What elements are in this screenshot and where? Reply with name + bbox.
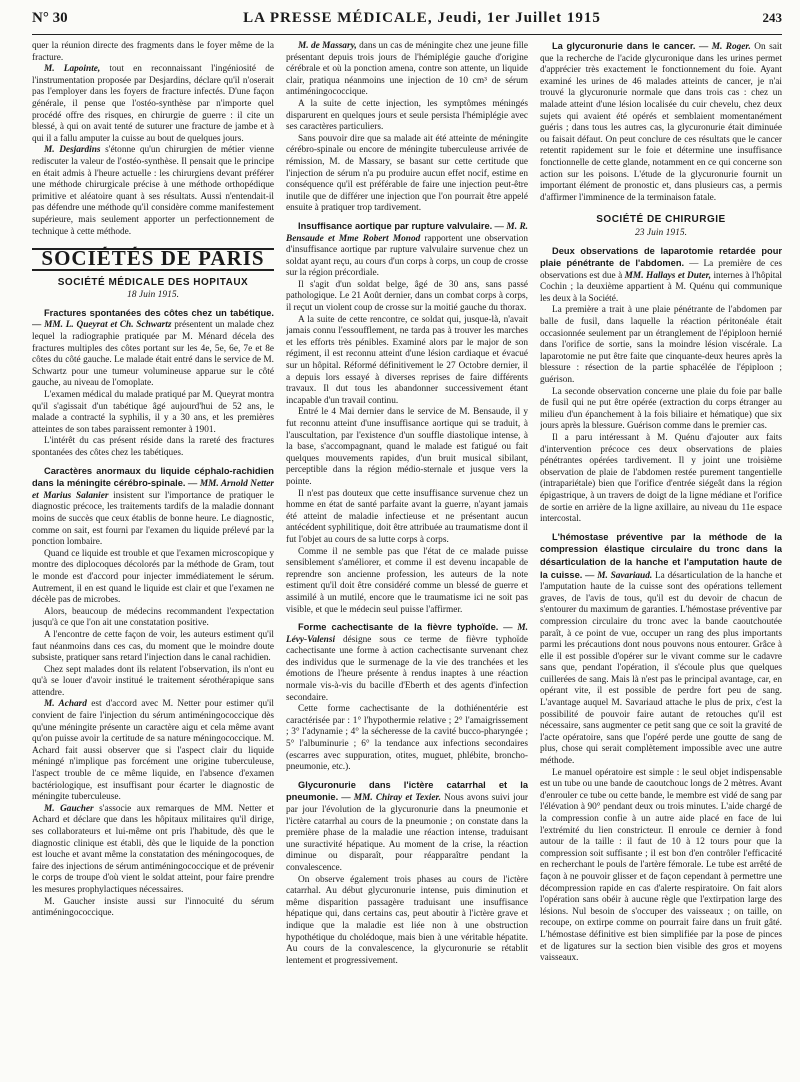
session-date: 23 Juin 1915. bbox=[635, 227, 687, 238]
paragraph: Comme il ne semble pas que l'état de ce malade puisse sensiblement s'améliorer, et comme il est devenu incapable de reprendre son ancienne profession, les auteurs de la note estiment qu'il doit être considéré comme un blessé de guerre et assimilé à un mutilé, encore que le traumatisme ici ne soit pas visible, et que le médecin seul puisse l'affirmer. bbox=[286, 546, 528, 615]
society-title: SOCIÉTÉ MÉDICALE DES HOPITAUX bbox=[57, 276, 249, 288]
paragraph bbox=[32, 145, 274, 238]
paragraph: On observe également trois phases au cours de l'ictère catarrhal. Au début glycuronurie intense, puis diminution et même disparition passagère traduisant une insuffisance hépatique qui, dans certains cas, peut aboutir à l'ictère grave et indique que la maladie est liée non à une obstruction hypothétique du cholédoque, mais bien à une véritable hépatite. Au cours de la convalescence, la glycuronurie se rétablit lentement et progressivement. bbox=[286, 874, 528, 966]
paragraph: Alors, beaucoup de médecins recommandent l'expectation jusqu'à ce que l'on ait une constatation positive. bbox=[32, 606, 274, 629]
author: M. de Massary, bbox=[298, 41, 357, 51]
paragraph: Quand ce liquide est trouble et que l'examen microscopique y montre des diplocoques décolorés par la méthode de Gram, tout le monde est d'accord pour injecter immédiatement le sérum. Autrement, il en est quand le liquide est clair et que l'examen ne décèle pas de microbes. bbox=[32, 548, 274, 606]
paragraph-text: On sait que la recherche de l'acide glycuronique dans les urines permet d'apprécier très exactement le fonctionnement du foie. Ayant examiné les urines de 46 malades atteints de cancer, je n'ai trouvé la glycuronurie normale que dans trois cas : chez un malade atteint d'une lésion localisée du cuir chevelu, chez deux sujets qui avaient été opérés et semblaient momentanément guéris ; dans tous les autres cas, la glycuronurie était diminuée ou faisait défaut. On peut conclure de ces résultats que le cancer retentit rapidement sur le foie et détermine une insuffisance fonctionnelle de cette glande, notamment en ce qui concerne son action sur les poisons. L'étude de la glycuronurie fournit un important élément de pronostic et, dans plusieurs cas, a permis d'affirmer l'imminence de la terminaison fatale. bbox=[540, 42, 782, 203]
paragraph-text: est d'accord avec M. Netter pour estimer qu'il convient de faire l'injection du sérum antiméningococcique dès qu'une méningite présente un caractère aigu et cela même avant qu'on puisse avoir la certitude de sa nature méningococcique. M. Achard fait aussi observer que si l'aspect clair du liquide méningé n'implique pas forcément une origine tuberculeuse, l'aspect trouble de ce même liquide, en l'absence d'examen bactériologique, est insuffisant pour écarter le diagnostic de méningite tuberculeuse. bbox=[32, 699, 274, 803]
column-2 bbox=[286, 41, 528, 1081]
paragraph: Le manuel opératoire est simple : le seul objet indispensable est un tube ou une bande de caoutchouc longs de 2 mètres. Avant d'enrouler ce tube ou cette bande, le membre est vidé de sang par l'élévation à 90° pendant deux ou trois minutes. L'aide chargé de la compression confie à un autre aide placé en face de lui l'extrémité du lien constricteur. Il enroule ce dernier à fond autour de la taille : il faut de 10 à 12 tours pour que la compression soit suffisante ; il est bon d'en contrôler l'efficacité en recherchant le pouls de l'artère fémorale. Le tube est arrêté de façon à ne pouvoir glisser et de façon cependant à permettre une décompression rapide en cas d'alerte respiratoire. On fait alors l'opération sans obéir à aucune règle que l'extirpation large des lésions. Nul besoin de s'occuper des vaisseaux ; on taille, on recoupe, on extirpe comme on pourrait faire dans un fruit gâté. L'hémostase définitive est bien simplifiée par la pose de pinces et de ligatures sur la section bien visible des gros et moyens vaisseaux. bbox=[540, 767, 782, 964]
article bbox=[540, 246, 782, 306]
article-title: Deux observations de laparotomie retardée pour plaie pénétrante de l'abdomen. bbox=[540, 245, 782, 269]
author: — MM. L. Queyrat et Ch. Schwartz bbox=[32, 320, 172, 331]
author: — M. Lévy-Valensi bbox=[286, 623, 528, 645]
issue-number: N° 30 bbox=[32, 10, 68, 26]
author: M. Achard bbox=[44, 699, 87, 710]
paragraph bbox=[286, 41, 528, 99]
paragraph-text: internes à l'hôpital Cochin ; la deuxième appartient à M. Quénu qui communique les deux à la Société. bbox=[540, 270, 782, 304]
author: — M. Savariaud. bbox=[582, 570, 653, 581]
paragraph: Cette forme cachectisante de la dothiénentérie est caractérisée par : 1° l'hypothermie relative ; 2° l'amaigrissement ; 3° l'adynamie ; 4° la sécheresse de la cavité bucco-pharyngée ; 5° l'albuminurie ; 6° la tendance aux infections secondaires (escarres avec suppuration, otites, muguet, phlébite, broncho-pneumonie, etc.). bbox=[286, 704, 528, 773]
columns bbox=[32, 41, 782, 1081]
column-1 bbox=[32, 41, 274, 1081]
paragraph-text: La désarticulation de la hanche et l'amputation haute de la cuisse sont des opérations tellement graves, de l'avis de tous, qu'il est du devoir de chacun de s'entourer du maximum de garanties. L'hémostase préventive par compression circulaire du tronc avec la bande caoutchoutée paraît, à ce point de vue, occuper un rang des plus importants parmi les précautions dont nous pouvons nous entourer. Grâce à elle il est possible d'opérer sur le vivant comme sur le cadavre sans que, pendant l'opération, il s'écoule plus que quelques cuillerées de sang. Mais là n'est pas le principal avantage, car, en opérant vite, il est possible de perdre fort peu de sang. L'avantage auquel M. Savariaud attache le plus de prix, c'est la possibilité de pouvoir faire autant de retouches qu'il est nécessaire, sans augmenter ce petit sang que ce soit la gravité de l'acte opératoire, sans que l'opéré perde une goutte de sang de plus, chose qui serait complètement impossible avec une autre méthode. bbox=[540, 570, 782, 767]
paragraph-text: dans un cas de méningite chez une jeune fille présentant depuis trois jours de l'hémiplégie gauche d'origine cérébrale et où la ponction amena, contre son attente, un liquide clair, pratiqua néanmoins une injection de 10 cm³ de sérum antiméningococcique. bbox=[286, 41, 528, 98]
author: — MM. Arnold Netter et Marius Salanier bbox=[32, 479, 274, 501]
article-title: La glycuronurie dans le cancer. bbox=[552, 41, 696, 51]
article bbox=[540, 41, 782, 204]
paragraph: quer la réunion directe des fragments dans le foyer même de la fracture. bbox=[32, 41, 274, 63]
paragraph-text: s'associe aux remarques de MM. Netter et Achard et déclare que dans les hôpitaux militaires qu'il dirige, ses collaborateurs et lui-même ont pris l'habitude, dès que le diagnostic clinique est établi, dès que le liquide de la ponction est louche et avant même la constatation des méningocoques, de faire des injections de sérum antiméningococcique et de prévenir le corps de troupe d'où vient le soldat atteint, pour faire prendre les mesures prophylactiques nécessaires. bbox=[32, 803, 274, 895]
paragraph bbox=[32, 699, 274, 803]
paragraph-text: — La première de ces observations est due à bbox=[540, 259, 782, 281]
paragraph: La première a trait à une plaie pénétrante de l'abdomen par balle de fusil, dans laquelle la réaction péritonéale était occasionnée seulement par un étranglement de l'épiploon hernié dans l'orifice de sortie, sans la moindre lésion viscérale. La laparotomie ne put être faite que cinquante-deux heures après la blessure : résection de la partie sphacélée de l'épiploon ; guérison. bbox=[540, 305, 782, 386]
article-title: L'hémostase préventive par la méthode de la compression élastique circulaire du tronc dans la désarticulation de la hanche et l'amputation haute de la cuisse. bbox=[540, 531, 782, 580]
article-title: Insuffisance aortique par rupture valvulaire. bbox=[298, 220, 493, 231]
society-title: SOCIÉTÉ DE CHIRURGIE bbox=[596, 214, 726, 226]
paragraph: M. Gaucher insiste aussi sur l'innocuité du sérum antiméningococcique. bbox=[32, 896, 274, 919]
article bbox=[286, 221, 528, 280]
paragraph: Il n'est pas douteux que cette insuffisance survenue chez un homme en état de santé parfaite avant la guerre, n'ayant jamais été atteint de maladie infectieuse et ne présentant aucun antécédent syphilitique, doit être attribuée au traumatisme dont il fut l'objet au cours de sa lutte corps à corps. bbox=[286, 488, 528, 545]
column-3 bbox=[540, 41, 782, 1081]
paragraph: La seconde observation concerne une plaie du foie par balle de fusil qui ne put être opérée (extraction du corps étranger au milieu d'un épanchement à la fois biliaire et hématique) que six jours après la blessure. Guérison comme dans le premier cas. bbox=[540, 386, 782, 432]
article bbox=[32, 466, 274, 549]
paragraph-text: désigne sous ce terme de fièvre typhoïde cachectisante une forme à action cachectisante survenant chez des individus que le surmenage de la vie des tranchées et les émotions de l'heure présente à rendus inaptes à une réaction normale vis-à-vis du bacille d'Eberth et des agents d'infection secondaire. bbox=[286, 634, 528, 703]
journal-title: LA PRESSE MÉDICALE, Jeudi, 1er Juillet 1915 bbox=[243, 10, 601, 26]
session-date: 18 Juin 1915. bbox=[127, 290, 179, 301]
paragraph-text: Nous avons suivi jour par jour l'évolution de la glycuronurie dans la pneumonie et l'ictère catarrhal au cours de la pneumonie ; on constate dans la première phase de la maladie une réaction intense, traduisant une suractivité hépatique. Au moment de la crise, la réaction diminue ou disparaît, pour réapparaître pendant la convalescence. bbox=[286, 793, 528, 873]
article-title: Forme cachectisante de la fièvre typhoïde. bbox=[298, 622, 499, 633]
paragraph-text: insistent sur l'importance de pratiquer le diagnostic précoce, les traitements tardifs de la maladie donnant moins de succès que ceux établis de bonne heure. Le diagnostic, comme on sait, est fourni par l'examen du liquide prélevé par la ponction lombaire. bbox=[32, 490, 274, 548]
paragraph: Il a paru intéressant à M. Quénu d'ajouter aux faits d'intervention précoce ces deux observations de plaies pénétrantes opérées tardivement. Il y joint une troisième observation de plaie de l'abdomen restée purement tangentielle (intrapariétale) bien que l'orifice d'entrée siégeât dans la région épigastrique, à un travers de doigt de la ligne médiane et l'orifice de sortie en arrière de la ligne axillaire, au niveau du 11e espace intercostal. bbox=[540, 433, 782, 525]
section-heading: SOCIÉTÉS DE PARIS bbox=[32, 248, 274, 271]
author: — M. R. Bensaude et Mme Robert Monod bbox=[286, 221, 528, 244]
paragraph: Sans pouvoir dire que sa malade ait été atteinte de méningite cérébro-spinale ou encore de méningite tuberculeuse arrivée de rémission, M. de Massary, se basant sur cette certitude que l'injection de sérum n'a pu produire aucun effet nocif, estime en conséquence qu'il est préférable de faire une injection peut-être inutile que de différer une injection que l'on pourrait être appelé ensuite à pratiquer trop tardivement. bbox=[286, 133, 528, 214]
paragraph: A l'encontre de cette façon de voir, les auteurs estiment qu'il faut néanmoins dans ces cas, du moment que le moindre doute subsiste, pratiquer sans retard l'injection dans le canal rachidien. bbox=[32, 629, 274, 664]
article bbox=[286, 622, 528, 704]
paragraph: Chez sept malades dont ils relatent l'observation, ils n'ont eu qu'à se louer d'avoir institué le traitement sérothérapique sans attendre. bbox=[32, 664, 274, 698]
paragraph bbox=[32, 804, 274, 897]
paragraph-text: présentent un malade chez lequel la radiographie pratiquée par M. Ménard décela des fractures multiples des côtes portant sur les 4e, 5e, 6e, 7e et 8e côtes du côté gauche. Le malade était entré dans le service de M. Schwartz pour une tumeur volumineuse apparue sur le côté gauche, au niveau de l'omoplate. bbox=[32, 320, 274, 389]
article-title: Fractures spontanées des côtes chez un tabétique. bbox=[44, 307, 274, 318]
paragraph-text: rapportent une observation d'insuffisance aortique par rupture valvulaire survenue chez un soldat ayant reçu, au cours d'un corps à corps, un coup de crosse sur la région précordiale. bbox=[286, 233, 528, 279]
author: — MM. Chiray et Texier. bbox=[338, 793, 441, 804]
page-number: 243 bbox=[762, 10, 782, 25]
author: M. Desjardins bbox=[44, 145, 101, 156]
article bbox=[286, 780, 528, 875]
paragraph: L'intérêt du cas présent réside dans la rareté des fractures spontanées des côtes chez les tabétiques. bbox=[32, 436, 274, 458]
paragraph: Il s'agit d'un soldat belge, âgé de 30 ans, sans passé pathologique. Le 21 Août dernier, dans un combat corps à corps, il reçut un violent coup de crosse sur la moitié gauche du thorax. bbox=[286, 279, 528, 314]
paragraph-text: s'étonne qu'un chirurgien de métier vienne rediscuter la valeur de l'ostéo-synthèse. Il pensait que le principe en était admis à l'heure actuelle : les chirurgiens devant préférer une méthode chirurgicale précise à une méthode orthopédique primitive et aléatoire quant à ses résultats. Aussi n'entendait-il pas défendre une méthode qu'il considère comme manifestement supérieure, mais seulement apporter un perfectionnement de technique à cette méthode. bbox=[32, 145, 274, 237]
paragraph: L'examen médical du malade pratiqué par M. Queyrat montra qu'il s'agissait d'un tabétique âgé aujourd'hui de 52 ans, le malade a contracté la syphilis, il y a 30 ans, et les premières atteintes de son tabes paraissent remonter à 1901. bbox=[32, 390, 274, 435]
paragraph: A la suite de cette injection, les symptômes méningés disparurent en quelques jours et seule persista l'hémiplégie avec ses caractères particuliers. bbox=[286, 98, 528, 133]
author: — M. Roger. bbox=[695, 42, 751, 52]
paragraph bbox=[32, 64, 274, 145]
article-title: Caractères anormaux du liquide céphalo-rachidien dans la méningite cérébro-spinale. bbox=[32, 465, 274, 489]
page-header bbox=[32, 10, 782, 35]
author: M. Gaucher bbox=[44, 803, 94, 814]
article-title: Glycuronurie dans l'ictère catarrhal et la pneumonie. bbox=[286, 779, 528, 803]
article bbox=[32, 308, 274, 390]
author: M. Lapointe, bbox=[44, 64, 101, 75]
paragraph: Entré le 4 Mai dernier dans le service de M. Bensaude, il y fut reconnu atteint d'une insuffisance aortique qui se traduit, à l'auscultation, par l'existence d'un souffle diastolique intense, à la base, s'accompagnant, quand le malade est fatigué ou fait quelques mouvements rapides, d'un bruit musical sibilant, perceptible dans la région médio-sternale et jusque vers la pointe. bbox=[286, 407, 528, 487]
article bbox=[540, 532, 782, 768]
paragraph: A la suite de cette rencontre, ce soldat qui, jusque-là, n'avait jamais connu l'essoufflement, ne tarda pas à trouver les marches et les efforts très pénibles. Examiné alors par le major de son régiment, il est reconnu atteint d'une lésion cardiaque et évacué sur un hôpital. Réformé définitivement le 27 Octobre dernier, il a depuis lors essayé à diverses reprises de faire différents travaux. Il dut tous les abandonner successivement étant incapable d'un travail continu. bbox=[286, 314, 528, 406]
paragraph-text: tout en reconnaissant l'ingéniosité de l'instrumentation proposée par Desjardins, déclare qu'il n'oserait pas l'employer dans les foyers de fracture infectés. D'une façon générale, il pense que l'ostéo-synthèse par n'importe quel procédé offre des risques, en chirurgie de guerre : il cite un blessé, à qui on avait tenté de suturer une fracture de jambe et à qui il a fallu amputer la cuisse au bout de quelques jours. bbox=[32, 64, 274, 144]
author: MM. Hallays et Duter, bbox=[624, 270, 712, 281]
